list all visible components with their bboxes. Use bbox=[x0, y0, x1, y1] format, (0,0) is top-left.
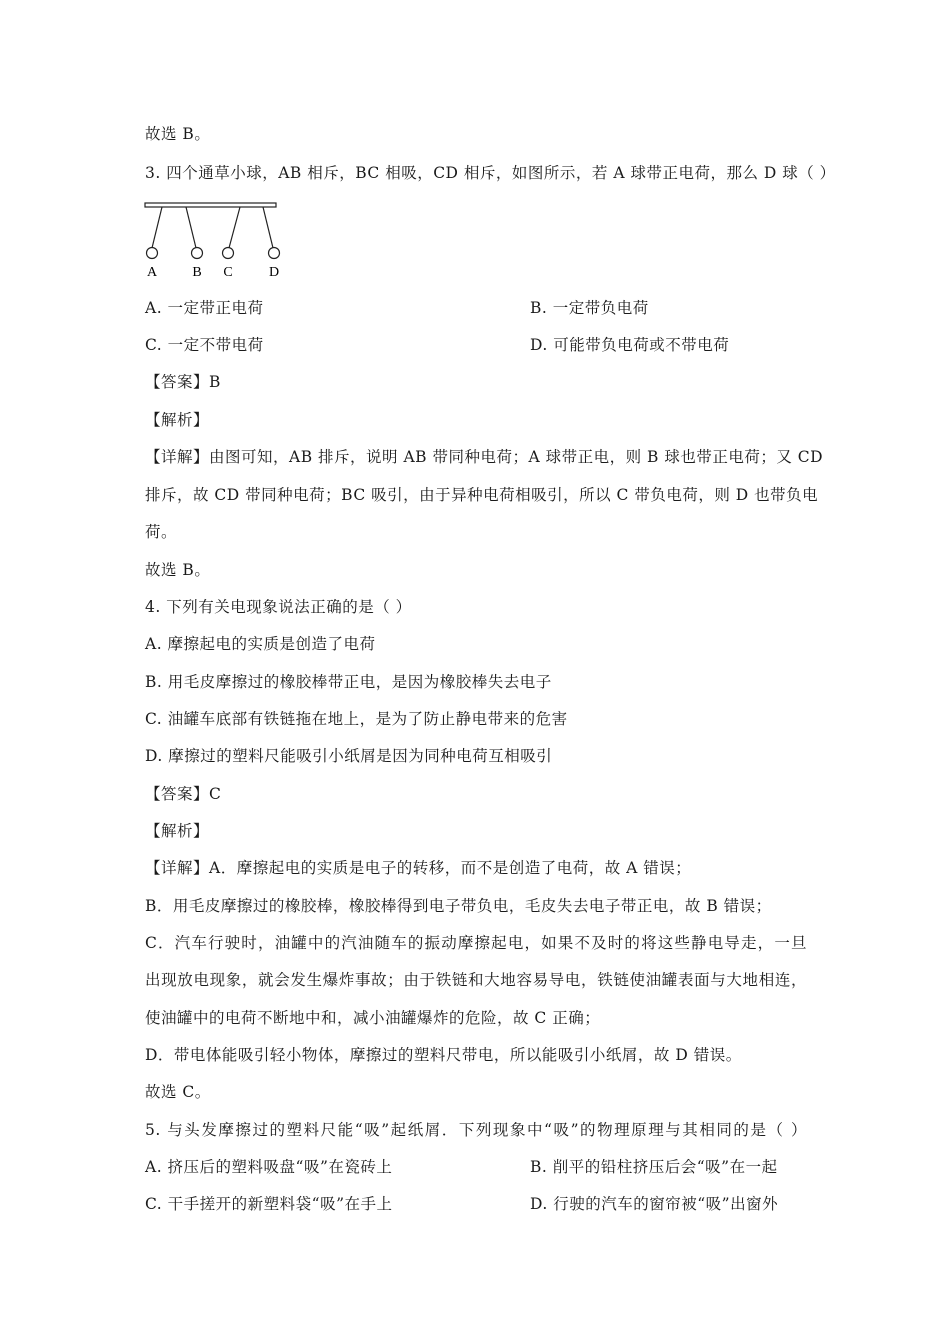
q4-option-d: D. 摩擦过的塑料尺能吸引小纸屑是因为同种电荷互相吸引 bbox=[145, 747, 553, 765]
q3-detail-line-1: 【详解】由图可知，AB 排斥，说明 AB 带同种电荷；A 球带正电，则 B 球也带正电荷；又 CD bbox=[145, 448, 824, 466]
question-4-stem: 4. 下列有关电现象说法正确的是（ ） bbox=[145, 598, 412, 616]
q4-option-b: B. 用毛皮摩擦过的橡胶棒带正电，是因为橡胶棒失去电子 bbox=[145, 673, 552, 691]
ball-d bbox=[269, 248, 280, 259]
q3-choose: 故选 B。 bbox=[145, 561, 211, 579]
q4-analysis-heading: 【解析】 bbox=[145, 822, 210, 840]
label-b: B bbox=[192, 265, 202, 280]
ball-b bbox=[192, 248, 203, 259]
q3-option-d: D. 可能带负电荷或不带电荷 bbox=[530, 336, 730, 354]
ball-a bbox=[147, 248, 158, 259]
q4-option-c: C. 油罐车底部有铁链拖在地上，是为了防止静电带来的危害 bbox=[145, 710, 568, 728]
q4-detail-line-5: 使油罐中的电荷不断地中和，减小油罐爆炸的危险，故 C 正确； bbox=[145, 1009, 601, 1027]
thread-b bbox=[186, 207, 196, 248]
q5-option-a: A. 挤压后的塑料吸盘“吸”在瓷砖上 bbox=[145, 1158, 393, 1176]
question-3-stem: 3. 四个通草小球，AB 相斥，BC 相吸，CD 相斥，如图所示，若 A 球带正电荷，那么 D 球（ ） bbox=[145, 164, 836, 182]
thread-d bbox=[263, 207, 273, 248]
q3-option-a: A. 一定带正电荷 bbox=[145, 299, 264, 317]
thread-c bbox=[229, 207, 240, 248]
label-c: C bbox=[223, 265, 233, 280]
thread-a bbox=[152, 207, 162, 248]
q4-detail-line-1: 【详解】A．摩擦起电的实质是电子的转移，而不是创造了电荷，故 A 错误； bbox=[145, 859, 692, 877]
label-d: D bbox=[268, 265, 280, 280]
q4-detail-line-3: C．汽车行驶时，油罐中的汽油随车的振动摩擦起电，如果不及时的将这些静电导走，一旦 bbox=[145, 934, 807, 952]
q4-detail-line-4: 出现放电现象，就会发生爆炸事故；由于铁链和大地容易导电，铁链使油罐表面与大地相连， bbox=[145, 971, 807, 989]
q3-option-b: B. 一定带负电荷 bbox=[530, 299, 649, 317]
q5-option-c: C. 干手搓开的新塑料袋“吸”在手上 bbox=[145, 1195, 393, 1213]
q3-detail-line-2: 排斥，故 CD 带同种电荷；BC 吸引，由于异种电荷相吸引，所以 C 带负电荷，则 D 也带负电 bbox=[145, 486, 819, 504]
q3-option-c: C. 一定不带电荷 bbox=[145, 336, 264, 354]
q3-analysis-heading: 【解析】 bbox=[145, 411, 210, 429]
support-bar bbox=[145, 203, 276, 207]
q4-option-a: A. 摩擦起电的实质是创造了电荷 bbox=[145, 635, 376, 653]
choose-line-q2: 故选 B。 bbox=[145, 125, 211, 143]
q3-detail-line-3: 荷。 bbox=[145, 523, 178, 541]
q4-detail-line-2: B．用毛皮摩擦过的橡胶棒，橡胶棒得到电子带负电，毛皮失去电子带正电，故 B 错误； bbox=[145, 897, 772, 915]
q4-answer: 【答案】C bbox=[145, 785, 222, 803]
q4-choose: 故选 C。 bbox=[145, 1083, 211, 1101]
q5-option-b: B. 削平的铅柱挤压后会“吸”在一起 bbox=[530, 1158, 778, 1176]
pith-balls-diagram bbox=[140, 196, 290, 286]
q5-option-d: D. 行驶的汽车的窗帘被“吸”出窗外 bbox=[530, 1195, 779, 1213]
label-a: A bbox=[146, 265, 158, 280]
ball-c bbox=[223, 248, 234, 259]
pith-balls-figure bbox=[140, 196, 290, 290]
q4-detail-line-6: D．带电体能吸引轻小物体，摩擦过的塑料尺带电，所以能吸引小纸屑，故 D 错误。 bbox=[145, 1046, 742, 1064]
question-5-stem: 5. 与头发摩擦过的塑料尺能“吸”起纸屑．下列现象中“吸”的物理原理与其相同的是（ ） bbox=[145, 1121, 807, 1139]
q3-answer: 【答案】B bbox=[145, 373, 221, 391]
